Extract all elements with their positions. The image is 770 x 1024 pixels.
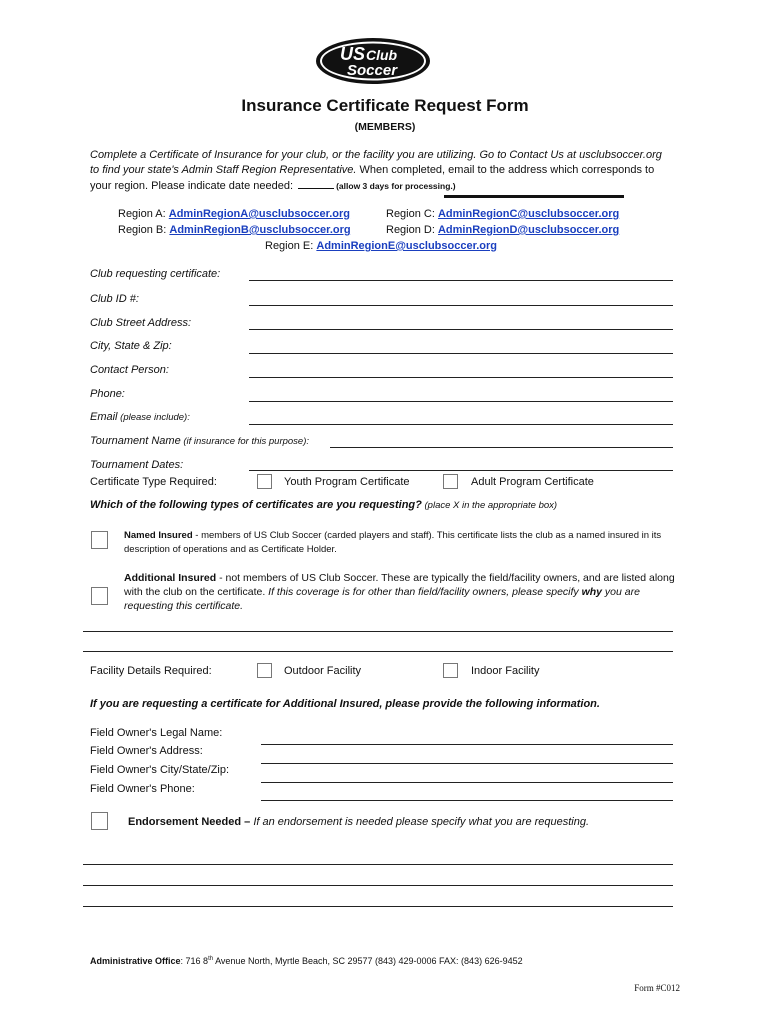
region-e-label: Region E: — [265, 240, 317, 252]
additional-insured-reason-line-1[interactable] — [83, 631, 673, 632]
certificate-type-label: Certificate Type Required: — [90, 476, 217, 488]
additional-insured-description — [124, 571, 679, 613]
additional-insured-prompt: If you are requesting a certificate for Additional Insured, please provide the following information. — [90, 698, 600, 710]
outdoor-facility-checkbox[interactable] — [257, 663, 272, 678]
region-d-email-link[interactable]: AdminRegionD@usclubsoccer.org — [437, 224, 620, 236]
email-label-note: (please include): — [117, 412, 190, 423]
named-insured-heading: Named Insured — [124, 530, 193, 541]
additional-insured-reason-line-2[interactable] — [83, 651, 673, 652]
named-insured-text: - members of US Club Soccer (carded players and staff). This certificate lists the club as a named insured in its description of operations and as Certificate Holder. — [124, 530, 662, 555]
footer-sup: th — [208, 956, 214, 962]
us-club-soccer-logo — [314, 36, 432, 86]
region-b-email-link[interactable]: AdminRegionB@usclubsoccer.org — [169, 224, 351, 236]
which-question-note: (place X in the appropriate box) — [421, 500, 558, 511]
owner-city-field[interactable] — [261, 782, 673, 783]
adult-program-label: Adult Program Certificate — [471, 476, 594, 488]
contact-person-field[interactable] — [249, 377, 673, 378]
tournament-name-label-note: (if insurance for this purpose): — [180, 436, 310, 447]
divider-bar — [444, 195, 624, 198]
owner-phone-label: Field Owner's Phone: — [90, 783, 195, 795]
tournament-dates-label: Tournament Dates: — [90, 459, 184, 471]
endorsement-line-3[interactable] — [83, 906, 673, 907]
indoor-facility-label: Indoor Facility — [471, 665, 540, 677]
endorsement-checkbox[interactable] — [91, 812, 108, 830]
page-subtitle: (MEMBERS) — [354, 121, 416, 133]
owner-phone-field[interactable] — [261, 800, 673, 801]
tournament-dates-field[interactable] — [249, 470, 673, 471]
region-a-email-link[interactable]: AdminRegionA@usclubsoccer.org — [168, 208, 351, 220]
footer-address-pre: : 716 8 — [180, 956, 209, 966]
which-question-text: Which of the following types of certificates are you requesting? — [90, 499, 422, 511]
allow-note: (allow 3 days for processing.) — [336, 181, 456, 191]
outdoor-facility-label: Outdoor Facility — [284, 665, 362, 677]
adult-program-checkbox[interactable] — [443, 474, 458, 489]
endorsement-label — [128, 816, 589, 828]
city-state-zip-label: City, State & Zip: — [90, 340, 172, 352]
email-label — [90, 411, 190, 423]
page-title: Insurance Certificate Request Form — [241, 96, 529, 115]
owner-address-field[interactable] — [261, 763, 673, 764]
region-d-label: Region D: — [386, 224, 438, 236]
additional-insured-checkbox[interactable] — [91, 587, 108, 605]
phone-field[interactable] — [249, 401, 673, 402]
region-b-label: Region B: — [118, 224, 170, 236]
tournament-name-field[interactable] — [330, 447, 673, 448]
region-e — [265, 240, 497, 252]
additional-insured-text: - not members of US Club Soccer. These are typically the field/facility owners, and are listed along with the club on the certificate. — [124, 572, 675, 598]
additional-insured-heading: Additional Insured — [124, 572, 217, 584]
email-label-text: Email — [90, 411, 118, 423]
additional-insured-why: why — [581, 586, 602, 598]
region-e-email-link[interactable]: AdminRegionE@usclubsoccer.org — [316, 240, 498, 252]
owner-address-label: Field Owner's Address: — [90, 745, 203, 757]
additional-insured-italic2: you are requesting this certificate. — [124, 586, 640, 612]
endorsement-line-1[interactable] — [83, 864, 673, 865]
indoor-facility-checkbox[interactable] — [443, 663, 458, 678]
facility-details-label: Facility Details Required: — [90, 665, 212, 677]
club-requesting-field[interactable] — [249, 280, 673, 281]
contact-person-label: Contact Person: — [90, 364, 169, 376]
owner-legal-name-label: Field Owner's Legal Name: — [90, 727, 223, 739]
region-c-email-link[interactable]: AdminRegionC@usclubsoccer.org — [437, 208, 620, 220]
intro-part2: When completed, email to the address which corresponds to your region. Please indicate date needed: — [90, 164, 655, 192]
owner-legal-name-field[interactable] — [261, 744, 673, 745]
date-needed-field[interactable] — [298, 178, 334, 189]
club-id-field[interactable] — [249, 305, 673, 306]
logo-soccer: Soccer — [347, 62, 398, 79]
logo-club: Club — [366, 47, 398, 63]
region-d — [386, 224, 619, 236]
additional-insured-italic1: If this coverage is for other than field/facility owners, please specify — [268, 586, 582, 598]
region-c-label: Region C: — [386, 208, 438, 220]
region-a-label: Region A: — [118, 208, 169, 220]
owner-city-label: Field Owner's City/State/Zip: — [90, 764, 230, 776]
club-street-label: Club Street Address: — [90, 317, 192, 329]
tournament-name-label — [90, 435, 309, 447]
phone-label: Phone: — [90, 388, 125, 400]
tournament-name-label-text: Tournament Name — [90, 435, 181, 447]
club-id-label: Club ID #: — [90, 293, 139, 305]
youth-program-label: Youth Program Certificate — [284, 476, 410, 488]
intro-paragraph — [90, 148, 670, 194]
form-number: Form #C012 — [634, 983, 680, 993]
certificate-type-question — [90, 499, 557, 511]
email-field[interactable] — [249, 424, 673, 425]
footer-address-post: Avenue North, Myrtle Beach, SC 29577 (843) 429-0006 FAX: (843) 626-9452 — [213, 956, 523, 966]
city-state-zip-field[interactable] — [249, 353, 673, 354]
youth-program-checkbox[interactable] — [257, 474, 272, 489]
region-c — [386, 208, 619, 220]
logo-us: US — [340, 44, 366, 64]
club-street-field[interactable] — [249, 329, 673, 330]
region-a — [118, 208, 350, 220]
region-b — [118, 224, 351, 236]
endorsement-line-2[interactable] — [83, 885, 673, 886]
endorsement-heading: Endorsement Needed – — [128, 816, 254, 828]
footer-label: Administrative Office — [90, 956, 181, 966]
endorsement-text: If an endorsement is needed please specify what you are requesting. — [253, 816, 590, 828]
intro-part1: Complete a Certificate of Insurance for your club, or the facility you are utilizing. Go to Contact Us at usclubsoccer.org to find your state's Admin Staff Region Representative. — [90, 149, 662, 176]
named-insured-description — [124, 529, 679, 557]
named-insured-checkbox[interactable] — [91, 531, 108, 549]
administrative-office-footer — [90, 956, 523, 966]
club-requesting-label: Club requesting certificate: — [90, 268, 221, 280]
